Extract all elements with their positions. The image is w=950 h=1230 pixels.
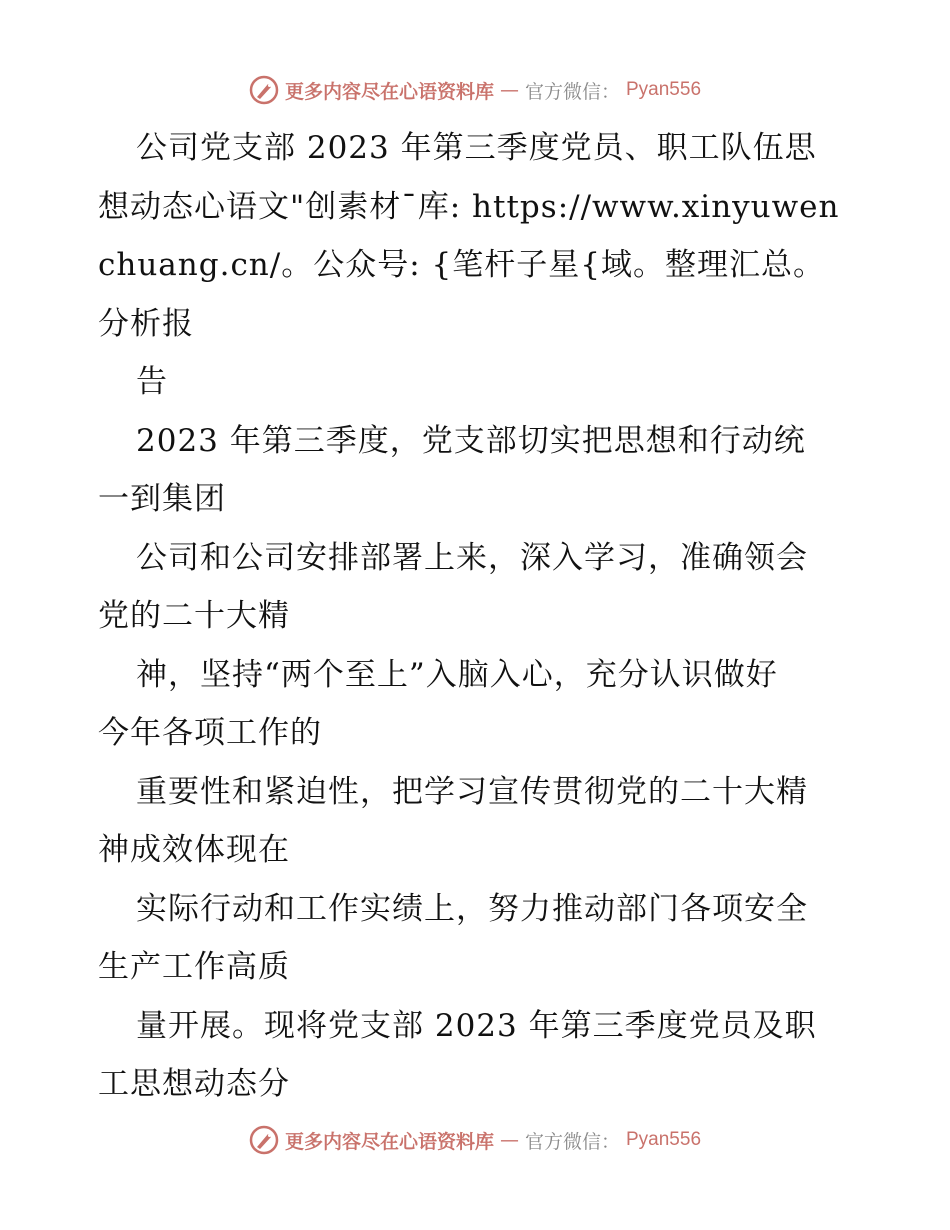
header-watermark [0, 70, 950, 110]
watermark-official-label: 官方微信： [524, 1130, 620, 1153]
text-line: 量开展。现将党支部 2023 年第三季度党员及职 [136, 1007, 817, 1044]
document-body [98, 119, 858, 1114]
text-line: 生产工作高质 [98, 949, 290, 985]
text-line: 分析报 [98, 305, 194, 342]
text-line: 公司党支部 2023 年第三季度党员、职工队伍思 [136, 130, 817, 166]
watermark-account: Pyan556 [626, 79, 702, 100]
footer-watermark [0, 1120, 950, 1160]
watermark-official-label: 官方微信： [524, 80, 620, 103]
watermark-dash: — [499, 1129, 519, 1151]
text-line: 实际行动和工作实绩上，努力推动部门各项安全 [136, 890, 808, 927]
text-line: 2023 年第三季度，党支部切实把思想和行动统 [136, 422, 806, 459]
text-line: 神，坚持“两个至上”入脑入心，充分认识做好 [136, 656, 778, 693]
text-line: 党的二十大精 [98, 598, 290, 634]
watermark-site-text: 更多内容尽在心语资料库 [284, 80, 494, 103]
text-line: 重要性和紧迫性，把学习宣传贯彻党的二十大精 [136, 773, 808, 810]
text-line: 工思想动态分 [98, 1066, 290, 1102]
text-line: chuang.cn/。公众号: {笔杆子星{域。整理汇总。 [98, 247, 825, 283]
text-line: 一到集团 [98, 481, 226, 517]
pen-nib-logo-icon [249, 1125, 279, 1155]
text-line: 神成效体现在 [98, 832, 290, 868]
watermark-site-text: 更多内容尽在心语资料库 [284, 1130, 494, 1153]
text-line: 告 [136, 364, 168, 400]
text-line: 想动态心语文"创素材¯库: https://www.xinyuwen [98, 188, 840, 225]
pen-nib-logo-icon [249, 75, 279, 105]
text-line: 公司和公司安排部署上来，深入学习，准确领会 [136, 539, 808, 576]
text-line: 今年各项工作的 [98, 715, 322, 751]
watermark-dash: — [499, 79, 519, 101]
watermark-account: Pyan556 [626, 1129, 702, 1150]
